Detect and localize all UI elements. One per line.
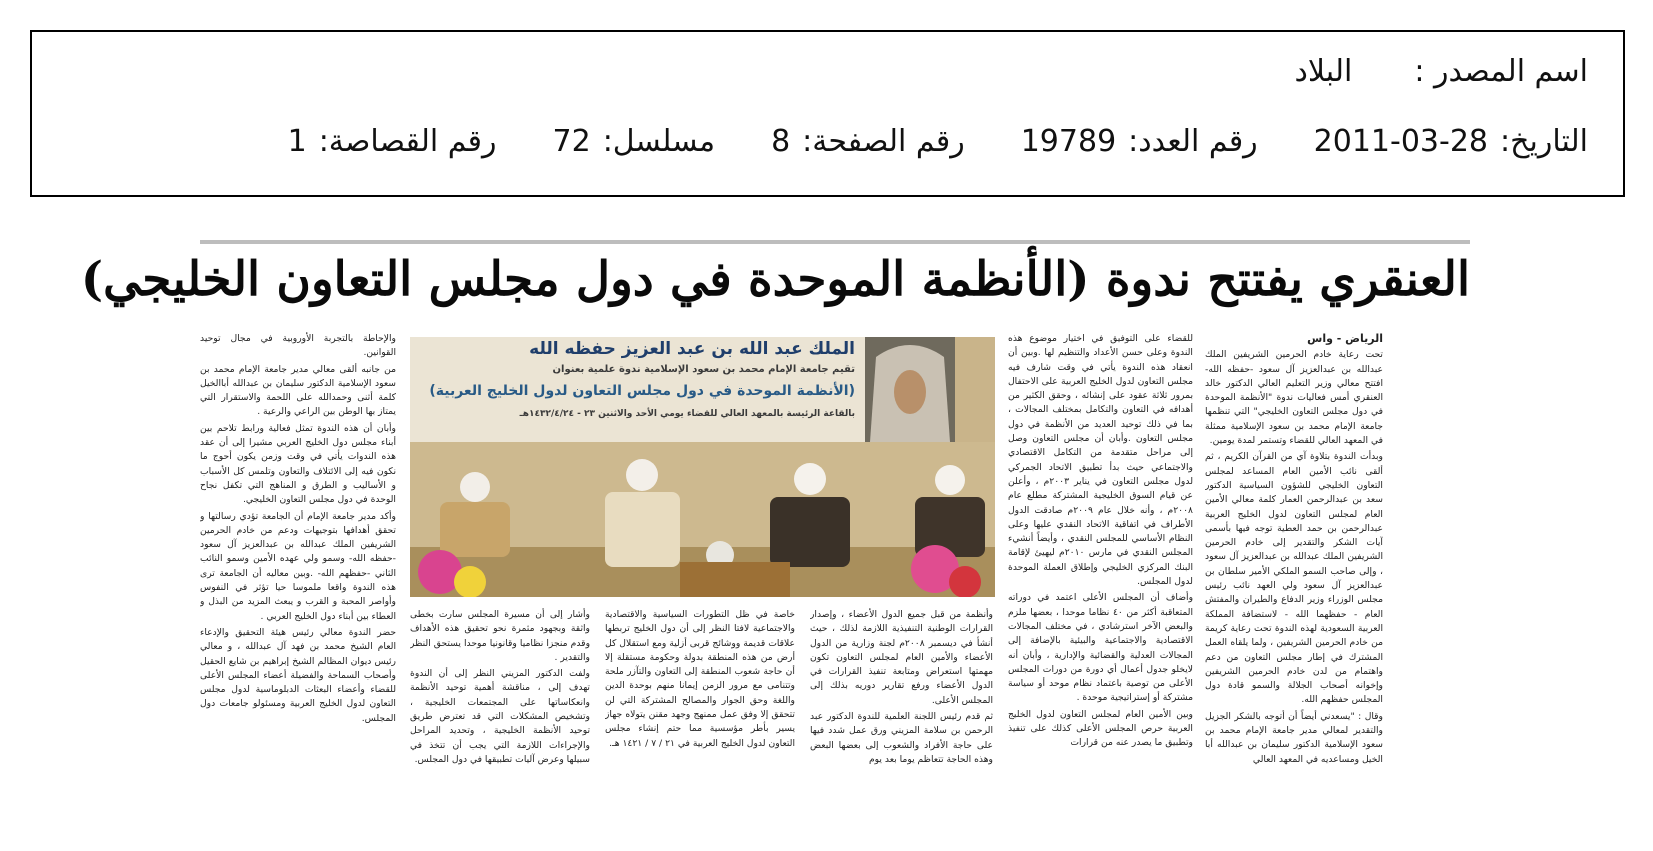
paragraph: وأكد مدير جامعة الإمام أن الجامعة تؤدي رسالتها و تحقق أهدافها بتوجيهات ودعم من خادم الحرمين الشريفين الملك عبدالله بن عبدالعزيز آل سعود -حفظه الله- وسمو ولي عهده الأمين وسمو النائب الثاني -حفظهم الله- .وبين معاليه أن الجامعة ترى هذه الندوة واقعا ملموسا حيا تؤثر في النفوس وأواصر المحبة و القرب و يبعث المزيد من البذل و العطاء بين أبناء دول الخليج العربي . <box>200 510 396 622</box>
newspaper-clipping <box>80 240 1470 851</box>
issue-label: رقم العدد: <box>1128 124 1258 159</box>
source-row <box>1295 54 1588 89</box>
article-column-5 <box>410 608 590 851</box>
paragraph: وبين الأمين العام لمجلس التعاون لدول الخليج العربية حرص المجلس الأعلى كذلك على تنفيذ وتطبيق ما يصدر عنه من قرارات <box>1008 708 1193 749</box>
source-label: اسم المصدر : <box>1414 54 1588 89</box>
article-column-1 <box>1205 332 1383 851</box>
paragraph: والإحاطة بالتجربة الأوروبية في مجال توحيد القوانين. <box>200 333 396 359</box>
metadata-row <box>288 124 1588 159</box>
dateline: الرياض - واس <box>1307 332 1383 345</box>
paragraph: وبدأت الندوة بتلاوة آي من القرآن الكريم ، ثم ألقى نائب الأمين العام المساعد لمجلس التعاون الخليجي للشؤون السياسية الدكتور سعد بن عبدالرحمن العمار كلمة معالي الأمين العام لمجلس التعاون لدول الخليج العربية عبدالرحمن بن حمد العطية توجه فيها بأسمى آيات الشكر والتقدير إلى خادم الحرمين الشريفين الملك عبدالله بن عبدالعزيز آل سعود ، وإلى صاحب السمو الملكي الأمير سلطان بن عبدالعزيز آل سعود ولي العهد نائب رئيس مجلس الوزراء وزير الدفاع والطيران والمفتش العام - حفظهما الله - لاستضافة المملكة العربية السعودية لهذه الندوة تحت رعاية كريمة من خادم الحرمين الشريفين ، ولما يلقاه العمل المشترك في إطار مجلس التعاون من دعم واهتمام من لدن خادم الحرمين الشريفين وإخوانه أصحاب الجلالة والسمو قادة دول المجلس حفظهم الله. <box>1205 451 1383 706</box>
source-info-box <box>30 30 1625 197</box>
date-label: التاريخ: <box>1500 124 1588 159</box>
paragraph: للقضاء على التوفيق في اختيار موضوع هذه الندوة وعلى حسن الأعداد والتنظيم لها .وبين أن انعقاد هذه الندوة يأتي في وقت شارف فيه مجلس التعاون لدول الخليج العربية على الاحتفال بمرور ثلاثة عقود على إنشائه ، وحقق الكثير من أهدافه في التعاون والتكامل بمختلف المجالات ، بما في ذلك توحيد العديد من الأنظمة في دول مجلس التعاون .وأبان أن مجلس التعاون وصل إلى مراحل متقدمة من التكامل الاقتصادي والاجتماعي حيث بدأ تطبيق الاتحاد الجمركي لدول مجلس التعاون في يناير ٢٠٠٣م ، وأعلن عن قيام السوق الخليجية المشتركة مطلع عام ٢٠٠٨م ، وأنه خلال عام ٢٠٠٩م صادقت الدول الأطراف في اتفاقية الاتحاد النقدي عليها وعلى النظام الأساسي للمجلس النقدي ، وأيضاً أنشيء المجلس النقدي في مارس ٢٠١٠م ليهيئ لإقامة البنك المركزي الخليجي وإطلاق العملة الموحدة لدول المجلس. <box>1008 333 1193 588</box>
paragraph: وأضاف أن المجلس الأعلى اعتمد في دوراته المتعاقبة أكثر من ٤٠ نظاما موحدا ، بعضها ملزم والبعض الآخر استرشادي ، في مختلف المجالات الاقتصادية والاجتماعية والبيئية بالإضافة إلى المجالات العدلية والقضائية والإدارية ، وأبان أنه لايخلو جدول أعمال أي دورة من دورات المجلس الأعلى من توصية باعتماد نظام موحد أو سياسة مشتركة أو إستراتيجية موحدة . <box>1008 592 1193 704</box>
serial-label: مسلسل: <box>602 124 716 159</box>
banner-line-3: (الأنظمة الموحدة في دول مجلس التعاون لدول الخليج العربية) <box>429 383 855 399</box>
article-column-2 <box>1008 332 1193 851</box>
paragraph: من جانبه ألقى معالي مدير جامعة الإمام محمد بن سعود الإسلامية الدكتور سليمان بن عبدالله أباالخيل كلمة أثنى وحمدالله على اللحمة والاستقرار التي يمتاز بها الوطن بين الراعي والرعية . <box>200 363 396 418</box>
article-headline: العنقري يفتتح ندوة (الأنظمة الموحدة في دول مجلس التعاون الخليجي) <box>80 252 1470 307</box>
source-value: البلاد <box>1294 54 1353 89</box>
banner-line-2: تقيم جامعة الإمام محمد بن سعود الإسلامية ندوة علمية بعنوان <box>552 364 855 375</box>
top-rule <box>200 240 1470 244</box>
paragraph: وأبان أن هذه الندوة تمثل فعالية ورابط تلاحم بين أبناء مجلس دول الخليج العربي مشيرا إلى أن عقد هذه الندوات يأتي في وقت وزمن يكون أحوج ما نكون فيه إلى الائتلاف والتعاون وتلمس كل الأسباب و الأساليب و الطرق و المناهج التي تكفل نجاح الوحدة في دول مجلس التعاون الخليجي. <box>200 422 396 506</box>
article-column-3 <box>810 608 993 851</box>
event-photo <box>410 337 995 597</box>
page-label: رقم الصفحة: <box>802 124 965 159</box>
paragraph: وأنظمة من قبل جميع الدول الأعضاء ، وإصدار القرارات الوطنية التنفيذية اللازمة لذلك ، حيث أنشأ في ديسمبر ٢٠٠٨م لجنة وزارية من الدول الأعضاء والأمين العام لمجلس التعاون تكون مهمتها استعراض ومتابعة تنفيذ القرارات في الدول الأعضاء ورفع تقارير دوريه بذلك إلى المجلس الأعلى. <box>810 609 993 706</box>
issue-value: 19789 <box>1020 124 1117 159</box>
paragraph: وقال : "يسعدني أيضاً أن أتوجه بالشكر الجزيل والتقدير لمعالي مدير جامعة الإمام محمد بن سعود الإسلامية الدكتور سليمان بن عبدالله أبا الخيل ومساعديه في المعهد العالي <box>1205 710 1383 765</box>
event-banner <box>410 337 865 442</box>
serial-value: 72 <box>552 124 591 159</box>
clip-label: رقم القصاصة: <box>318 124 497 159</box>
article-column-6 <box>200 332 396 851</box>
article-column-4 <box>605 608 795 851</box>
paragraph: وأشار إلى أن مسيرة المجلس سارت بخطى واثقة وبجهود مثمرة نحو تحقيق هذه الأهداف وقدم منجزا نظاميا وقانونيا موحدا يستحق النظر والتقدير . <box>410 609 590 663</box>
paragraph: خاصة في ظل التطورات السياسية والاقتصادية والاجتماعية لافتا النظر إلى أن دول الخليج تربطها علاقات قديمة ووشائج قربى أزلية ومع استقلال كل أرض من هذه المنطقة بدولة وحكومة مستقلة إلا أن حاجة شعوب المنطقة إلى التعاون والتآزر ملحة وتتنامى مع مرور الزمن إيمانا منهم بوحدة الدين واللغة وحق الجوار والمصالح المشتركة التي لن تتحقق إلا وفق عمل ممنهج وجهد مقنن يتولاه جهاز يسير بأطر مؤسسية مما حتم إنشاء مجلس التعاون لدول الخليج العربية في ٢١ / ٧ / ١٤٢١ هـ. <box>605 609 795 749</box>
date-value: 2011-03-28 <box>1313 124 1489 159</box>
paragraph: تحت رعاية خادم الحرمين الشريفين الملك عبدالله بن عبدالعزيز آل سعود -حفظه الله- افتتح معالي وزير التعليم العالي الدكتور خالد العنقري أمس فعاليات ندوة "الأنظمة الموحدة في دول مجلس التعاون الخليجي" التي تنظمها جامعة الإمام محمد بن سعود الإسلامية ممثلة في المعهد العالي للقضاء وتستمر لمدة يومين. <box>1205 349 1383 447</box>
paragraph: ثم قدم رئيس اللجنة العلمية للندوة الدكتور عبد الرحمن بن سلامة المزيني ورق عمل شدد فيها على حاجة الأفراد والشعوب إلى بعضها البعض وهذه الحاجة تتعاظم يوما بعد يوم <box>810 711 993 765</box>
page-value: 8 <box>771 124 791 159</box>
paragraph: ولفت الدكتور المزيني النظر إلى أن الندوة تهدف إلى ، مناقشة أهمية توحيد الأنظمة وانعكاساتها على المجتمعات الخليجية ، وتشخيص المشكلات التي قد تعترض طريق توحيد الأنظمة الخليجية ، وتحديد المراحل والإجراءات اللازمة التي يجب أن تتخذ في سبيلها وعرض آليات تطبيقها في دول المجلس. <box>410 668 590 765</box>
clip-value: 1 <box>287 124 307 159</box>
banner-line-1: الملك عبد الله بن عبد العزيز حفظه الله <box>529 339 855 359</box>
paragraph: حضر الندوة معالي رئيس هيئة التحقيق والإدعاء العام الشيخ محمد بن فهد آل عبدالله ، و معالي رئيس ديوان المظالم الشيخ إبراهيم بن شايع الحقيل وأصحاب السماحة والفضيلة أعضاء المجلس الأعلى للقضاء وأعضاء البعثات الدبلوماسية لدول مجلس التعاون لدول الخليج العربية ومسئولو جامعات دول المجلس. <box>200 626 396 724</box>
banner-line-4: بالقاعة الرئيسة بالمعهد العالي للقضاء يومي الأحد والاثنين ٢٣ - ١٤٣٢/٤/٢٤هـ <box>519 409 855 419</box>
